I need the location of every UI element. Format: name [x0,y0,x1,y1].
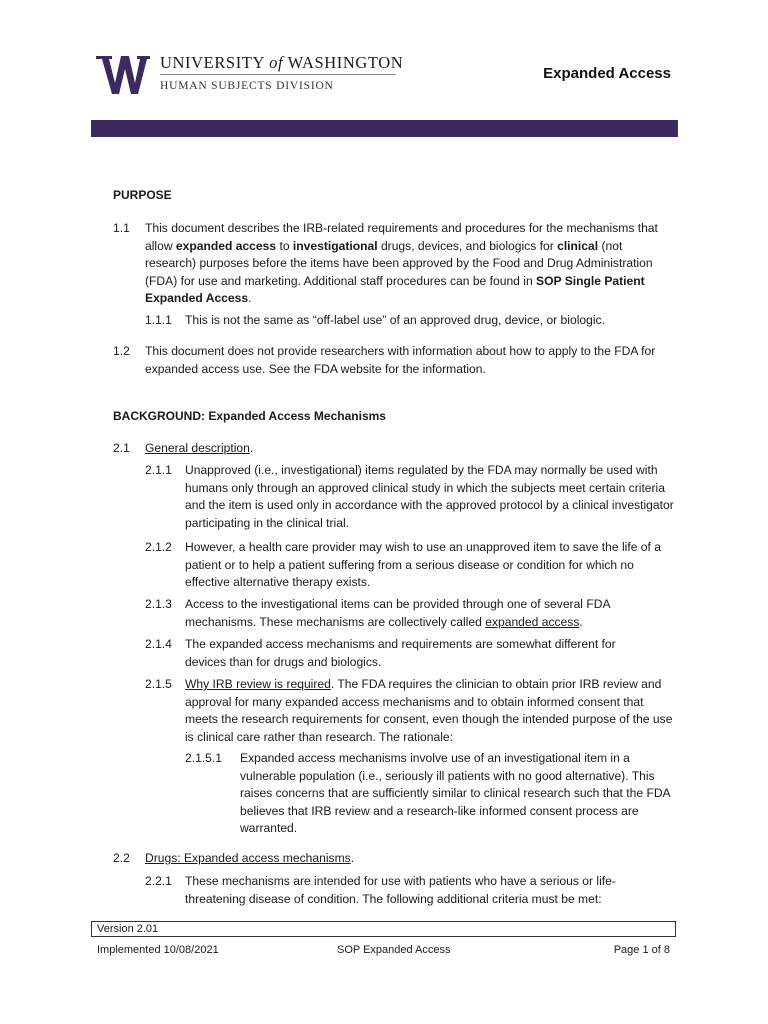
paragraph-2-1-5-1: Expanded access mechanisms involve use of an investigational item in a vulnerable population (i.e., seriously ill patients with no good alternative). This raises concerns that are sufficiently similar to clinical research such that the FDA believes that IRB review and a research-like informed consent process are warranted. [240,751,670,835]
section-number: 2.1.5.1 [185,751,222,765]
section-number: 2.1.1 [145,463,172,477]
section-number: 1.1.1 [145,313,172,327]
section-number: 2.1.2 [145,540,172,554]
section-number: 2.1 [113,441,130,455]
paragraph-2-1-3: Access to the investigational items can be provided through one of several FDA mechanisms. These mechanisms are collectively called expanded access. [185,597,610,629]
page-number: Page 1 of 8 [613,944,670,956]
purpose-heading: PURPOSE [113,188,172,202]
section-number: 2.1.5 [145,677,172,691]
section-number: 1.1 [113,221,130,235]
background-heading: BACKGROUND: Expanded Access Mechanisms [113,409,386,423]
general-description-title: General description. [145,441,254,455]
paragraph-2-1-5: Why IRB review is required. The FDA requires the clinician to obtain prior IRB review and approval for many expanded access mechanisms and to obtain informed consent that meets the research requirements for consent, even though the intended purpose of the use is clinical care rather than research. The rationale: [185,677,673,744]
version-label: Version 2.01 [97,923,159,935]
document-title: Expanded Access [543,65,671,82]
footer [91,942,676,958]
paragraph-2-1-2: However, a health care provider may wish to use an unapproved item to save the life of a patient or to help a patient suffering from a serious disease or condition for which no effective alternative therapy exists. [185,540,661,589]
section-number: 2.1.4 [145,637,172,651]
section-number: 2.2 [113,851,130,865]
purpose-paragraph-1-2: This document does not provide researchers with information about how to apply to the FDA for expanded access use. See the FDA website for the information. [145,344,656,376]
purpose-paragraph-1-1: This document describes the IRB-related requirements and procedures for the mechanisms that allow expanded access to investigational drugs, devices, and biologics for clinical (not research) purposes before the items have been approved by the Food and Drug Administration (FDA) for use and marketing. Additional staff procedures can be found in SOP Single Patient Expanded Access. [145,221,658,305]
header-accent-bar [91,120,678,137]
logo-divider [160,74,396,75]
university-name: UNIVERSITY of WASHINGTON [160,53,404,72]
section-number: 1.2 [113,344,130,358]
uw-w-logo-icon [96,56,150,94]
division-name: HUMAN SUBJECTS DIVISION [160,80,334,92]
paragraph-2-1-1: Unapproved (i.e., investigational) items regulated by the FDA may normally be used with humans only through an approved clinical study in which the subjects meet certain criteria and the item is used only in accordance with the approved protocol by a clinical investigator participating in the clinical trial. [185,463,674,530]
purpose-paragraph-1-1-1: This is not the same as “off-label use” of an approved drug, device, or biologic. [185,313,605,327]
uw-logo [96,54,406,98]
section-number: 2.2.1 [145,874,172,888]
footer-document-name: SOP Expanded Access [337,944,451,956]
implemented-date: Implemented 10/08/2021 [97,944,219,956]
drugs-mechanisms-title: Drugs: Expanded access mechanisms. [145,851,355,865]
paragraph-2-2-1: These mechanisms are intended for use with patients who have a serious or life-threatening disease of condition. The following additional criteria must be met: [185,874,616,906]
section-number: 2.1.3 [145,597,172,611]
footer-version-box [91,921,676,937]
paragraph-2-1-4: The expanded access mechanisms and requirements are somewhat different for devices than for drugs and biologics. [185,637,616,669]
